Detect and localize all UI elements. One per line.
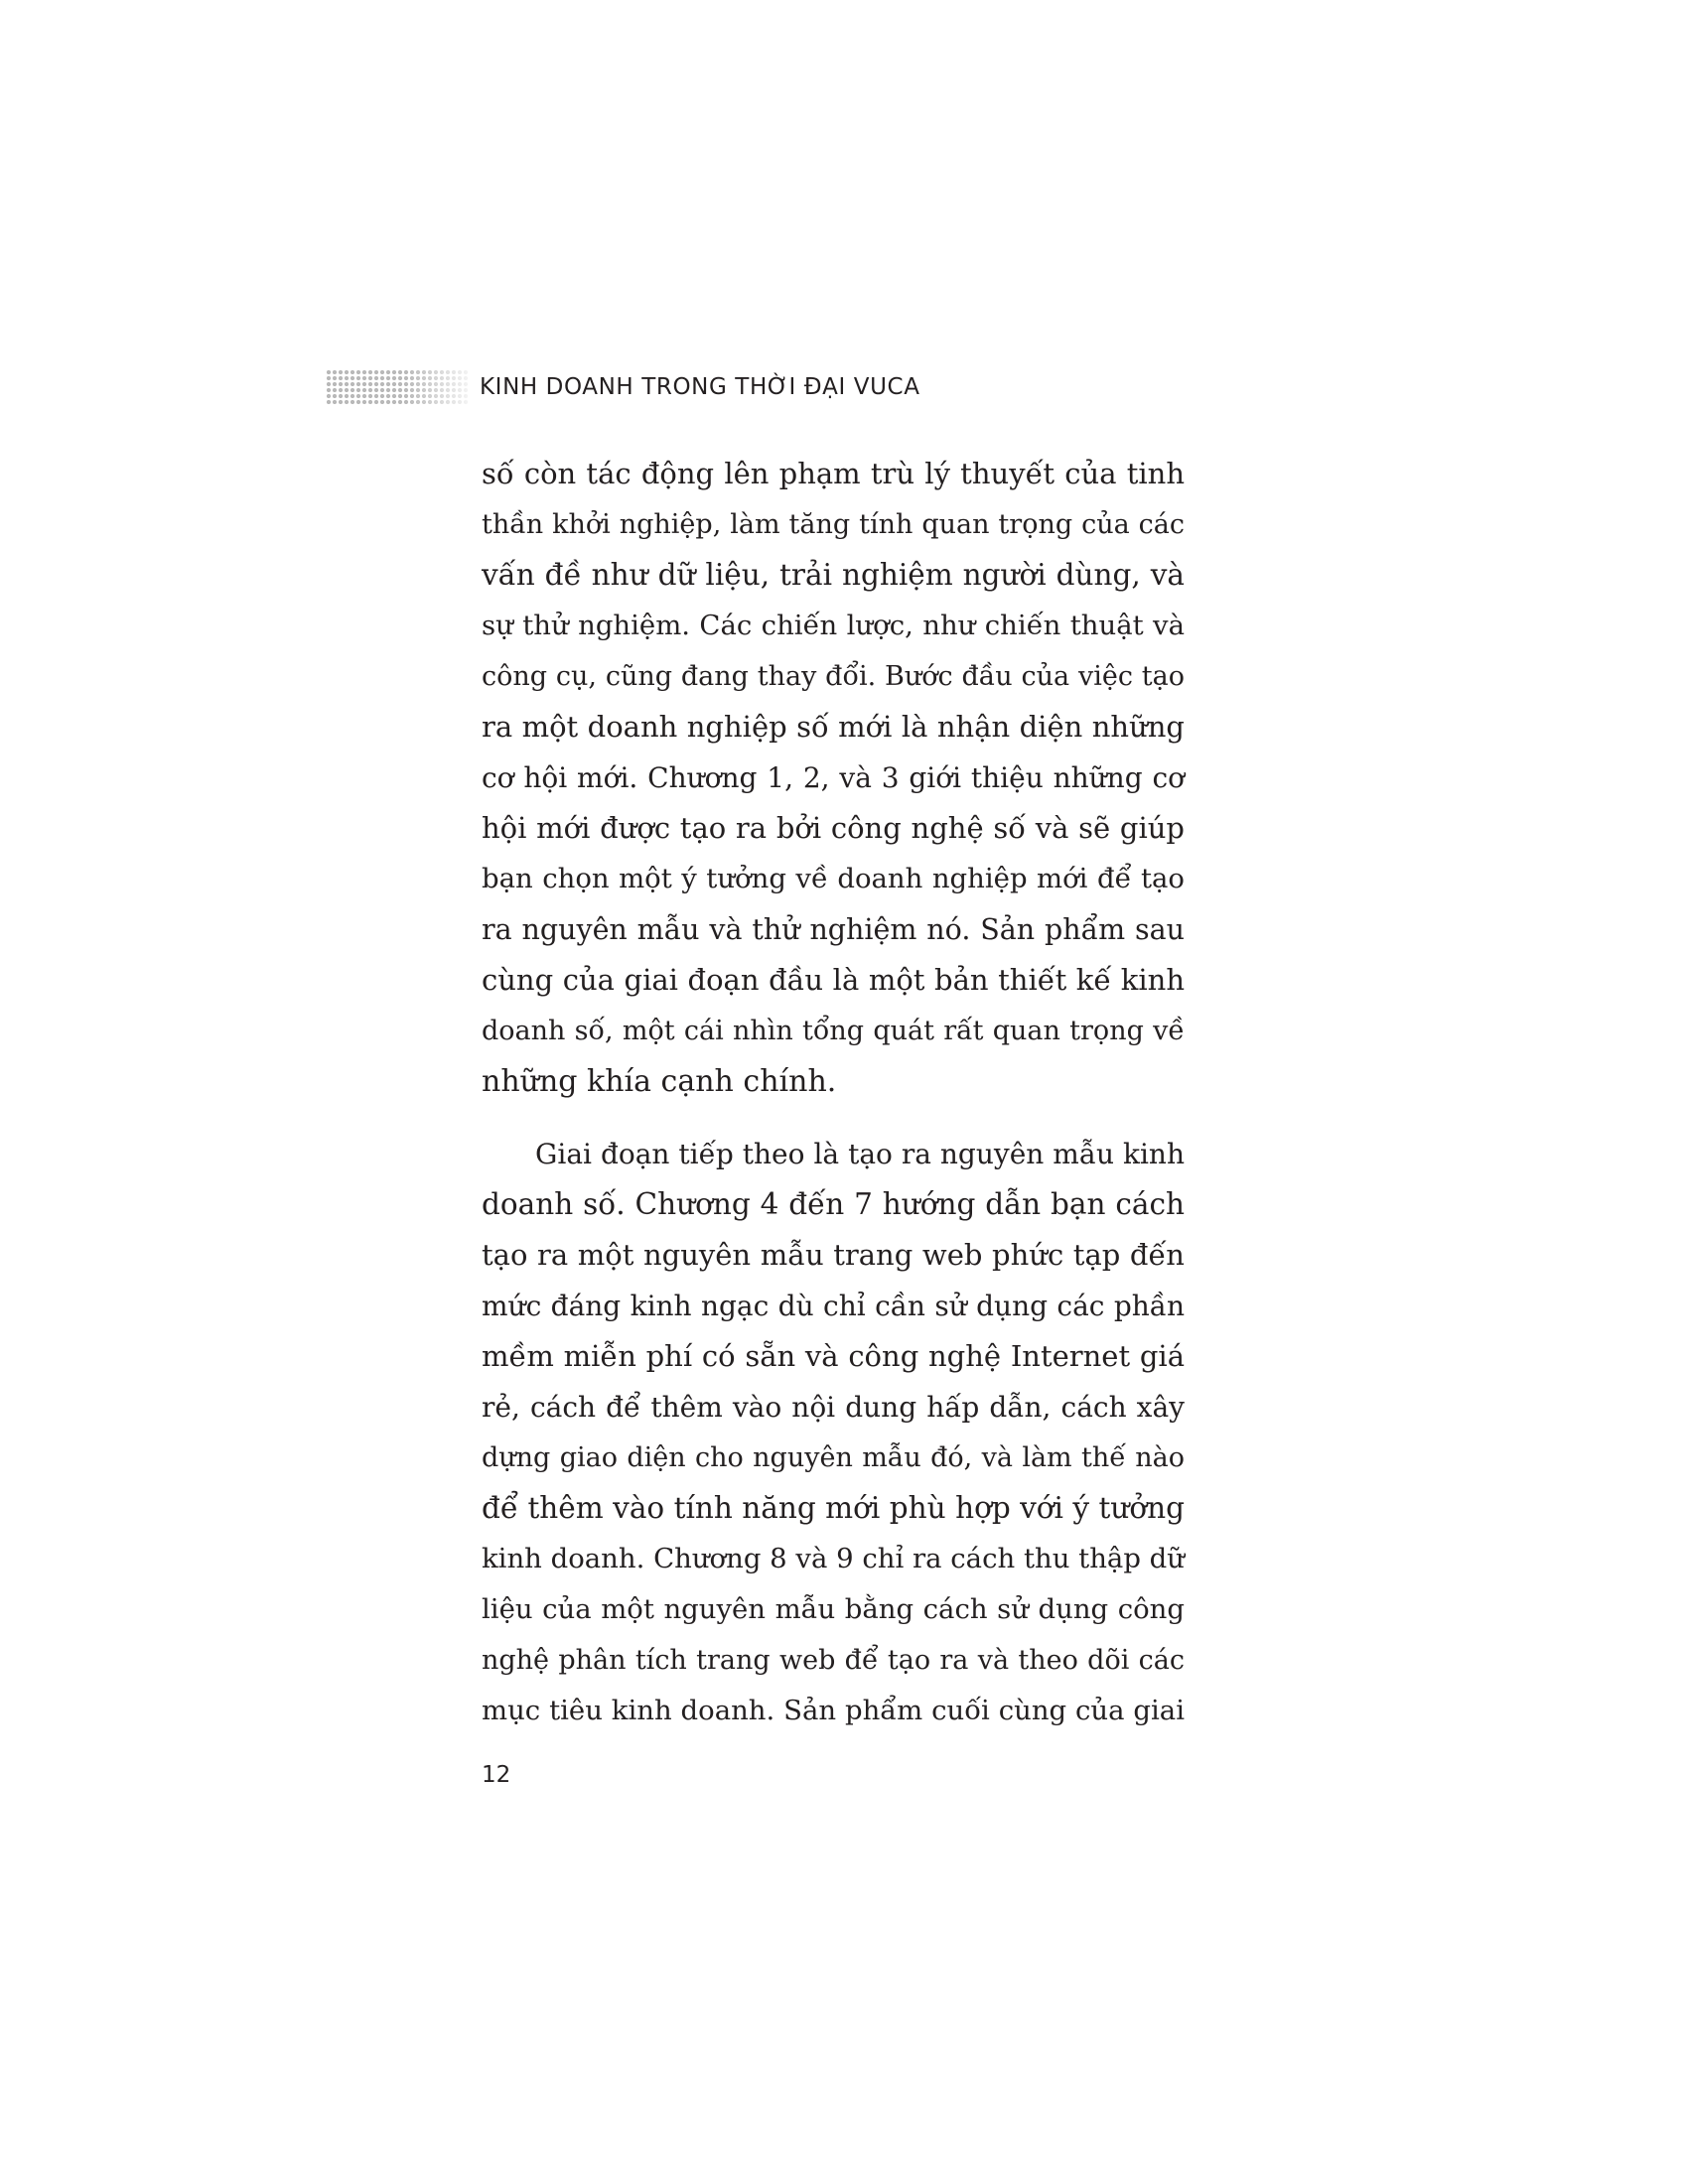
text-line: doanh số, một cái nhìn tổng quát rất quan trọng về xyxy=(482,1016,1185,1046)
text-line: tạo ra một nguyên mẫu trang web phức tạp đến xyxy=(482,1238,1185,1272)
text-line: hội mới được tạo ra bởi công nghệ số và sẽ giúp xyxy=(482,811,1185,845)
text-line: Giai đoạn tiếp theo là tạo ra nguyên mẫu kinh xyxy=(535,1138,1185,1170)
text-line: ra nguyên mẫu và thử nghiệm nó. Sản phẩm sau xyxy=(482,913,1185,946)
text-line: sự thử nghiệm. Các chiến lược, như chiến thuật và xyxy=(482,610,1185,641)
text-line: số còn tác động lên phạm trù lý thuyết của tinh xyxy=(482,457,1185,490)
page-number: 12 xyxy=(482,1762,511,1788)
text-line: rẻ, cách để thêm vào nội dung hấp dẫn, cách xây xyxy=(482,1391,1185,1424)
paragraph-1 xyxy=(482,449,1185,1107)
text-line: thần khởi nghiệp, làm tăng tính quan trọng của các xyxy=(482,509,1185,540)
text-line: bạn chọn một ý tưởng về doanh nghiệp mới để tạo xyxy=(482,863,1185,894)
body-text xyxy=(482,449,1185,1736)
text-line: mức đáng kinh ngạc dù chỉ cần sử dụng các phần xyxy=(482,1290,1185,1322)
running-title: KINH DOANH TRONG THỜI ĐẠI VUCA xyxy=(480,374,920,400)
text-line: dựng giao diện cho nguyên mẫu đó, và làm thế nào xyxy=(482,1442,1185,1473)
running-header xyxy=(326,365,1219,409)
text-line: những khía cạnh chính. xyxy=(482,1064,837,1099)
text-line: để thêm vào tính năng mới phù hợp với ý tưởng xyxy=(482,1491,1185,1525)
text-line: doanh số. Chương 4 đến 7 hướng dẫn bạn cách xyxy=(482,1187,1185,1221)
text-line: mục tiêu kinh doanh. Sản phẩm cuối cùng của giai xyxy=(482,1695,1185,1726)
paragraph-2 xyxy=(482,1129,1185,1736)
text-line: nghệ phân tích trang web để tạo ra và theo dõi các xyxy=(482,1645,1185,1676)
text-line: cùng của giai đoạn đầu là một bản thiết kế kinh xyxy=(482,963,1185,997)
text-line: cơ hội mới. Chương 1, 2, và 3 giới thiệu những cơ xyxy=(482,761,1185,794)
text-line: liệu của một nguyên mẫu bằng cách sử dụng công xyxy=(482,1593,1185,1625)
text-line: vấn đề như dữ liệu, trải nghiệm người dùng, và xyxy=(482,558,1185,592)
text-line: ra một doanh nghiệp số mới là nhận diện những xyxy=(482,710,1185,744)
text-line: công cụ, cũng đang thay đổi. Bước đầu của việc tạo xyxy=(482,661,1185,692)
text-line: mềm miễn phí có sẵn và công nghệ Internet giá xyxy=(482,1339,1185,1373)
text-line: kinh doanh. Chương 8 và 9 chỉ ra cách thu thập dữ xyxy=(482,1543,1185,1574)
halftone-dots-ornament xyxy=(326,369,470,405)
